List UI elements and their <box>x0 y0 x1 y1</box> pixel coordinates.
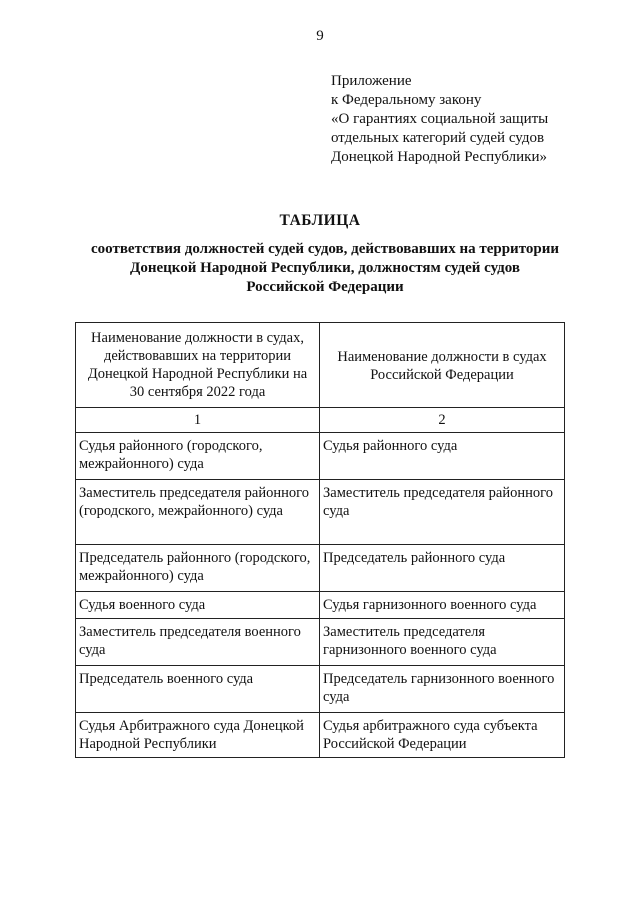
subtitle-line: Донецкой Народной Республики, должностям судей судов <box>130 260 520 276</box>
table-cell: Судья гарнизонного военного суда <box>320 592 565 619</box>
table-cell: Председатель районного суда <box>320 545 565 592</box>
appendix-line: Приложение <box>331 73 412 89</box>
table-row <box>76 592 565 619</box>
table-cell: Председатель гарнизонного военного суда <box>320 666 565 713</box>
table-row <box>76 619 565 666</box>
table-cell: Судья районного суда <box>320 433 565 480</box>
table-cell: Судья районного (городского, межрайонного) суда <box>76 433 320 480</box>
table-header-row <box>76 323 565 408</box>
appendix-line: отдельных категорий судей судов <box>331 130 545 146</box>
appendix-line: «О гарантиях социальной защиты <box>331 111 549 127</box>
column-number-cell: 1 <box>76 408 320 433</box>
table-row <box>76 433 565 480</box>
column-number-row <box>76 408 565 433</box>
table-cell: Заместитель председателя гарнизонного военного суда <box>320 619 565 666</box>
table-row <box>76 713 565 758</box>
table-cell: Судья арбитражного суда субъекта Российской Федерации <box>320 713 565 758</box>
column-number-cell: 2 <box>320 408 565 433</box>
table-cell: Судья Арбитражного суда Донецкой Народной Республики <box>76 713 320 758</box>
page-number: 9 <box>316 28 324 44</box>
header-cell-dnr-positions: Наименование должности в судах, действовавших на территории Донецкой Народной Республики на 30 сентября 2022 года <box>76 323 320 408</box>
table-cell: Заместитель председателя районного (городского, межрайонного) суда <box>76 480 320 545</box>
table-cell: Заместитель председателя районного суда <box>320 480 565 545</box>
subtitle-line: Российской Федерации <box>246 279 404 295</box>
table-row <box>76 480 565 545</box>
table-row <box>76 666 565 713</box>
appendix-line: Донецкой Народной Республики» <box>331 149 547 165</box>
correspondence-table <box>75 322 565 758</box>
appendix-line: к Федеральному закону <box>331 92 482 108</box>
appendix-block <box>331 72 621 167</box>
subtitle-line: соответствия должностей судей судов, действовавших на территории <box>91 241 559 257</box>
table-cell: Заместитель председателя военного суда <box>76 619 320 666</box>
table-cell: Председатель районного (городского, межрайонного) суда <box>76 545 320 592</box>
table-subtitle <box>60 240 590 297</box>
table-title: ТАБЛИЦА <box>279 212 361 229</box>
table-cell: Председатель военного суда <box>76 666 320 713</box>
table-cell: Судья военного суда <box>76 592 320 619</box>
table-row <box>76 545 565 592</box>
header-cell-rf-positions: Наименование должности в судах Российской Федерации <box>320 323 565 408</box>
